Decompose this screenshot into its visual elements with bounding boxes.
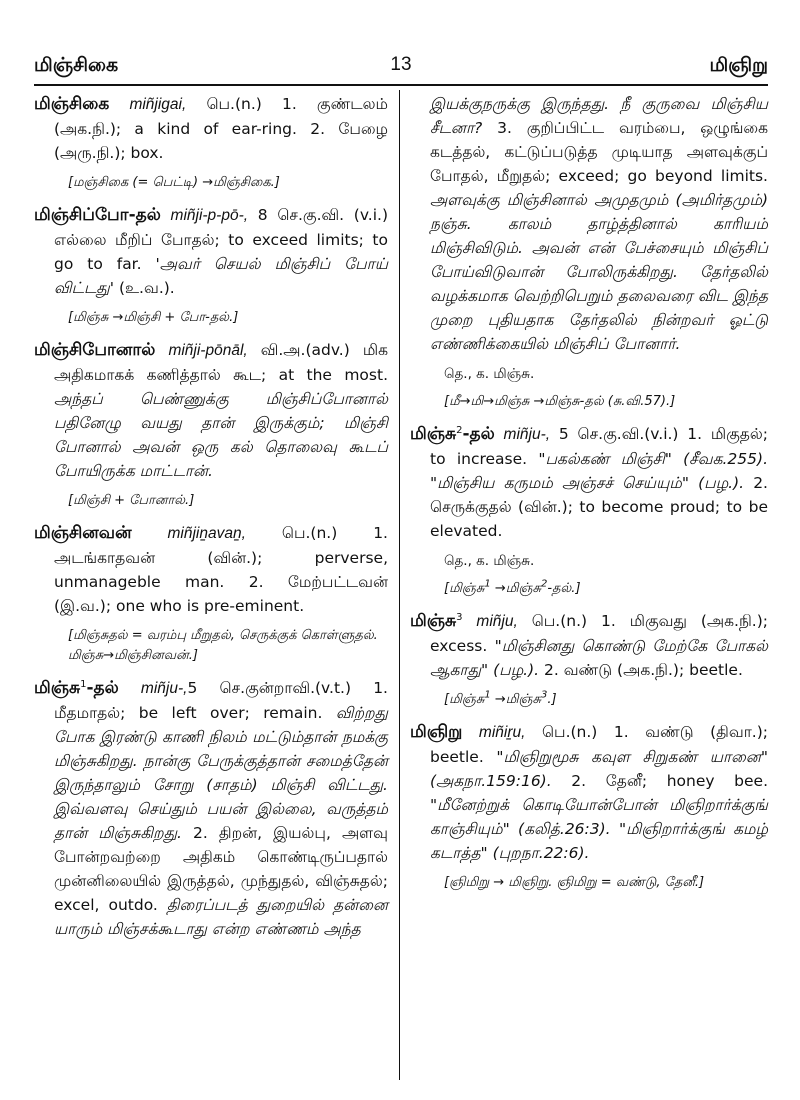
usage-example: விற்றது போக இரண்டு காணி நிலம் மட்டும்தான் நமக்கு மிஞ்சுகிறது. நான்கு பேருக்குத்தான் சமைத்தேன் இருந்தாலும் சோறு (சாதம்) மிஞ்சி விட்டது. இவ்வளவு செய்தும் பயன் இல்லை, வருத்தம் தான் மிஞ்சுகிறது. <box>54 704 388 842</box>
left-column <box>34 92 388 949</box>
definition: 2. தேனீ; honey bee. <box>551 772 768 790</box>
homonym-number: 1 <box>484 578 491 590</box>
quotation: "மிஞிறுமூசு கவுள சிறுகண் யானை" (அகநா.159:16). <box>430 748 768 790</box>
transliteration: miñiṟu, <box>478 724 526 741</box>
quotation: "பகல்கண் மிஞ்சி" (சீவக.255). <box>538 450 768 468</box>
definition: பெ.(n.) 1. மிகுவது (அக.நி.); excess. <box>430 612 768 655</box>
etymology: [மஞ்சிகை (= பெட்டி) →மிஞ்சிகை.] <box>68 175 280 190</box>
transliteration: miñju-, <box>140 680 188 697</box>
dictionary-entry-continued <box>410 92 768 412</box>
headword: மிஞ்சிபோனால் <box>34 340 156 360</box>
citation: (உ.வ.). <box>114 279 175 297</box>
first-headword-guide: மிஞ்சிகை <box>34 54 119 76</box>
dictionary-entry <box>34 521 388 666</box>
last-headword-guide: மிஞிறு <box>709 54 768 76</box>
dictionary-entry <box>410 720 768 893</box>
definition: பெ.(n.) 1. வண்டு (திவா.); beetle. <box>430 723 768 766</box>
homonym-number: 2 <box>456 424 463 436</box>
definition: 2. செருக்குதல் (வின்.); to become proud; to be elevated. <box>430 474 768 540</box>
dictionary-entry <box>34 92 388 193</box>
transliteration: miñju, <box>476 613 518 630</box>
homonym-number: 1 <box>484 689 491 701</box>
etymology: [மிஞ்சி + போனால்.] <box>68 493 195 508</box>
definition: பெ.(n.) 1. அடங்காதவன் (வின்.); perverse, unmanageble man. 2. மேற்பட்டவன் (இ.வ.); one who is pre-eminent. <box>54 524 388 615</box>
definition: 5 செ.கு.வி.(v.i.) 1. மிகுதல்; to increase. <box>430 425 768 468</box>
homonym-number: 3 <box>540 689 548 701</box>
quotation: "மிஞ்சிய கருமம் அஞ்சச் செய்யும்" (பழ.). <box>430 474 745 492</box>
column-divider <box>399 90 400 1080</box>
page-number: 13 <box>390 54 412 75</box>
quotation: "மிஞ்சினது கொண்டு மேற்கே போகல் ஆகாது" (பழ.). <box>430 637 768 679</box>
usage-example: அளவுக்கு மிஞ்சினால் அமுதமும் (அமிர்தமும்) நஞ்சு. காலம் தாழ்த்தினால் காரியம் மிஞ்சிவிடும். அவன் என் பேச்சையும் மிஞ்சிப் போய்விடுவான் போலிருக்கிறது. தேர்தலில் வழக்கமாக வெற்றிபெறும் தலைவரை விட இந்த முறை புதியதாக தேர்தலில் நின்றவர் ஓட்டு எண்ணிக்கையில் மிஞ்சிப் போனார். <box>430 191 768 353</box>
entry-text <box>34 203 388 300</box>
etymology: [மிஞ்சுதல் = வரம்பு மீறுதல், செருக்குக் கொள்ளுதல். மிஞ்சு→மிஞ்சினவன்.] <box>68 628 378 663</box>
header-rule <box>34 84 768 86</box>
etymology-part: .] <box>547 692 557 707</box>
dictionary-entry <box>34 203 388 328</box>
etymology <box>430 690 768 710</box>
dictionary-entry <box>410 422 768 599</box>
definition: 3. குறிப்பிட்ட வரம்பை, ஒழுங்கை கடத்தல், கட்டுப்படுத்த முடியாத அளவுக்குப் போதல், மீறுதல்; exceed; go beyond limits. <box>430 119 768 185</box>
dictionary-entry <box>410 609 768 710</box>
etymology-part: -தல்.] <box>547 581 581 596</box>
entry-text <box>410 422 768 543</box>
homonym-number: 1 <box>80 678 87 690</box>
headword: மிஞ்சு <box>34 678 81 698</box>
headword: மிஞிறு <box>410 722 463 742</box>
definition: பெ.(n.) 1. குண்டலம் (அக.நி.); a kind of ear-ring. 2. பேழை (அரு.நி.); box. <box>54 95 388 162</box>
usage-example: திரைப்படத் துறையில் தன்னை யாரும் மிஞ்சக்கூடாது என்ற எண்ணம் அந்த <box>54 896 388 938</box>
definition: 5 செ.குன்றாவி.(v.t.) 1. மீதமாதல்; be left over; remain. <box>54 679 388 722</box>
entry-text <box>34 676 388 941</box>
cognates: தெ., க. மிஞ்சு. <box>444 553 535 569</box>
transliteration: miñji-p-pō-, <box>170 207 249 224</box>
entry-text <box>410 92 768 356</box>
usage-example: 'அவர் செயல் மிஞ்சிப் போய் விட்டது' <box>54 255 389 297</box>
definition: 2. திறன், இயல்பு, அளவு போன்றவற்றை அதிகம் கொண்டிருப்பதால் முன்னிலையில் இருத்தல், முந்துதல், விஞ்சுதல்; excel, outdo. <box>54 824 388 914</box>
entry-text <box>34 521 388 618</box>
etymology: [மீ→மி→மிஞ்சு →மிஞ்சு-தல் (சு.வி.57).] <box>444 394 676 409</box>
usage-example: இயக்குநருக்கு இருந்தது. நீ குருவை மிஞ்சிய சீடனா? <box>430 95 768 137</box>
right-column <box>410 92 768 903</box>
page-header <box>34 50 768 82</box>
definition: 2. வண்டு (அக.நி.); beetle. <box>539 661 743 679</box>
definition: 8 செ.கு.வி. (v.i.) எல்லை மீறிப் போதல்; to exceed limits; to go to far. <box>54 206 388 273</box>
etymology: [மிஞ்சு →மிஞ்சி + போ-தல்.] <box>68 310 239 325</box>
etymology <box>430 579 768 599</box>
transliteration: miñji-pōnāl, <box>168 342 248 359</box>
entry-text <box>410 609 768 682</box>
entry-text <box>34 92 388 165</box>
headword-suffix: -தல் <box>86 678 119 698</box>
headword: மிஞ்சு <box>410 611 457 631</box>
headword: மிஞ்சிகை <box>34 94 110 114</box>
homonym-number: 2 <box>540 578 548 590</box>
etymology-part: [மிஞ்சு <box>444 692 485 707</box>
headword: மிஞ்சு <box>410 424 457 444</box>
entry-text <box>410 720 768 865</box>
etymology-part: [மிஞ்சு <box>444 581 485 596</box>
quotation: "மீனேற்றுக் கொடியோன்போன் மிஞிறார்க்குங் காஞ்சியும்" (கலித்.26:3). "மிஞிறார்க்குங் கமழ் கடாத்த" (புறநா.22:6). <box>430 796 768 862</box>
usage-example: அந்தப் பெண்ணுக்கு மிஞ்சிப்போனால் பதினேழு வயது தான் இருக்கும்; மிஞ்சி போனால் அவன் ஒரு கல் தொலைவு கூடப் போயிருக்க மாட்டான். <box>54 390 388 480</box>
transliteration: miñju-, <box>503 426 551 443</box>
headword: மிஞ்சிப்போ-தல் <box>34 205 161 225</box>
homonym-number: 3 <box>456 611 463 623</box>
definition: வி.அ.(adv.) மிக அதிகமாகக் கணித்தால் கூட; at the most. <box>54 341 388 384</box>
headword: மிஞ்சினவன் <box>34 523 132 543</box>
cognates: தெ., க. மிஞ்சு. <box>444 366 535 382</box>
transliteration: miñjiṉavaṉ, <box>167 525 246 542</box>
dictionary-entry <box>34 676 388 941</box>
transliteration: miñjigai, <box>129 96 187 113</box>
entry-text <box>34 338 388 483</box>
dictionary-entry <box>34 338 388 511</box>
headword-suffix: -தல் <box>462 424 495 444</box>
etymology: [ஞிமிறு → மிஞிறு. ஞிமிறு = வண்டு, தேனீ.] <box>444 875 705 890</box>
etymology-part: →மிஞ்சு <box>490 692 541 707</box>
etymology-part: →மிஞ்சு <box>490 581 541 596</box>
